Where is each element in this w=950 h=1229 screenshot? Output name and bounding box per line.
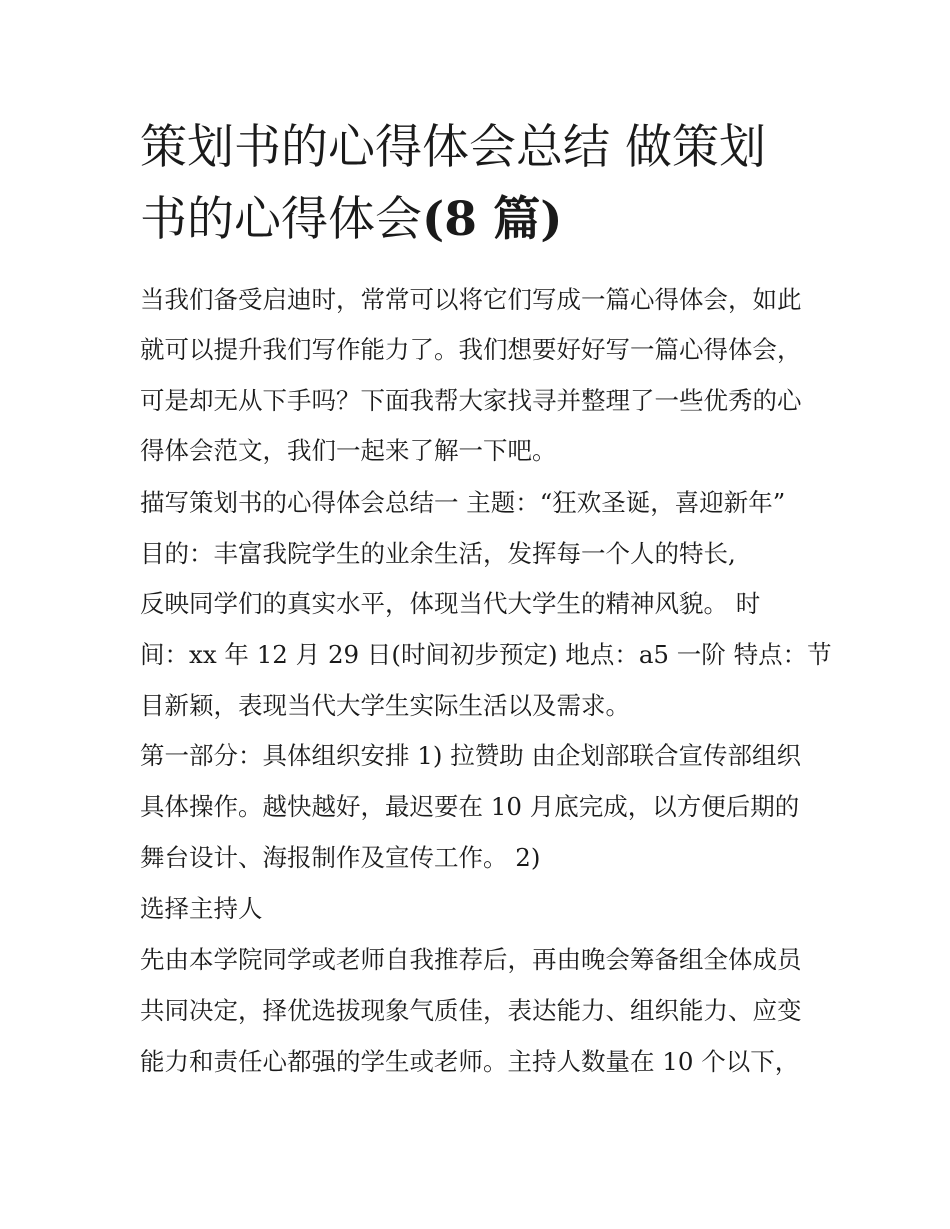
title-count: (8 篇) (422, 192, 563, 247)
body-line: 共同决定，择优选拔现象气质佳，表达能力、组织能力、应变 (140, 996, 802, 1025)
body-line: 先由本学院同学或老师自我推荐后，再由晚会筹备组全体成员 (140, 945, 802, 974)
body-line: 具体操作。越快越好，最迟要在 10 月底完成，以方便后期的 (140, 792, 800, 821)
body-line: 能力和责任心都强的学生或老师。主持人数量在 10 个以下， (140, 1047, 800, 1076)
title-line-2: 书的心得体会 (140, 192, 422, 247)
body-line: 描写策划书的心得体会总结一 主题：“狂欢圣诞，喜迎新年” (140, 488, 786, 517)
body-line: 可是却无从下手吗？下面我帮大家找寻并整理了一些优秀的心 (140, 386, 802, 415)
body-line: 选择主持人 (140, 894, 263, 923)
body-line: 第一部分：具体组织安排 1) 拉赞助 由企划部联合宣传部组织 (140, 741, 802, 770)
body-line: 间：xx 年 12 月 29 日(时间初步预定) 地点：a5 一阶 特点：节 (140, 640, 832, 669)
body-line: 目新颖，表现当代大学生实际生活以及需求。 (140, 691, 630, 720)
body-line: 就可以提升我们写作能力了。我们想要好好写一篇心得体会， (140, 335, 802, 364)
body-line: 当我们备受启迪时，常常可以将它们写成一篇心得体会，如此 (140, 285, 802, 314)
body-line: 舞台设计、海报制作及宣传工作。 2) (140, 843, 541, 872)
body-line: 目的：丰富我院学生的业余生活，发挥每一个人的特长, (140, 539, 736, 568)
body-line: 得体会范文，我们一起来了解一下吧。 (140, 436, 557, 465)
document-title (140, 112, 830, 256)
body-line: 反映同学们的真实水平，体现当代大学生的精神风貌。 时 (140, 589, 761, 618)
title-line-1: 策划书的心得体会总结 做策划 (140, 120, 766, 175)
